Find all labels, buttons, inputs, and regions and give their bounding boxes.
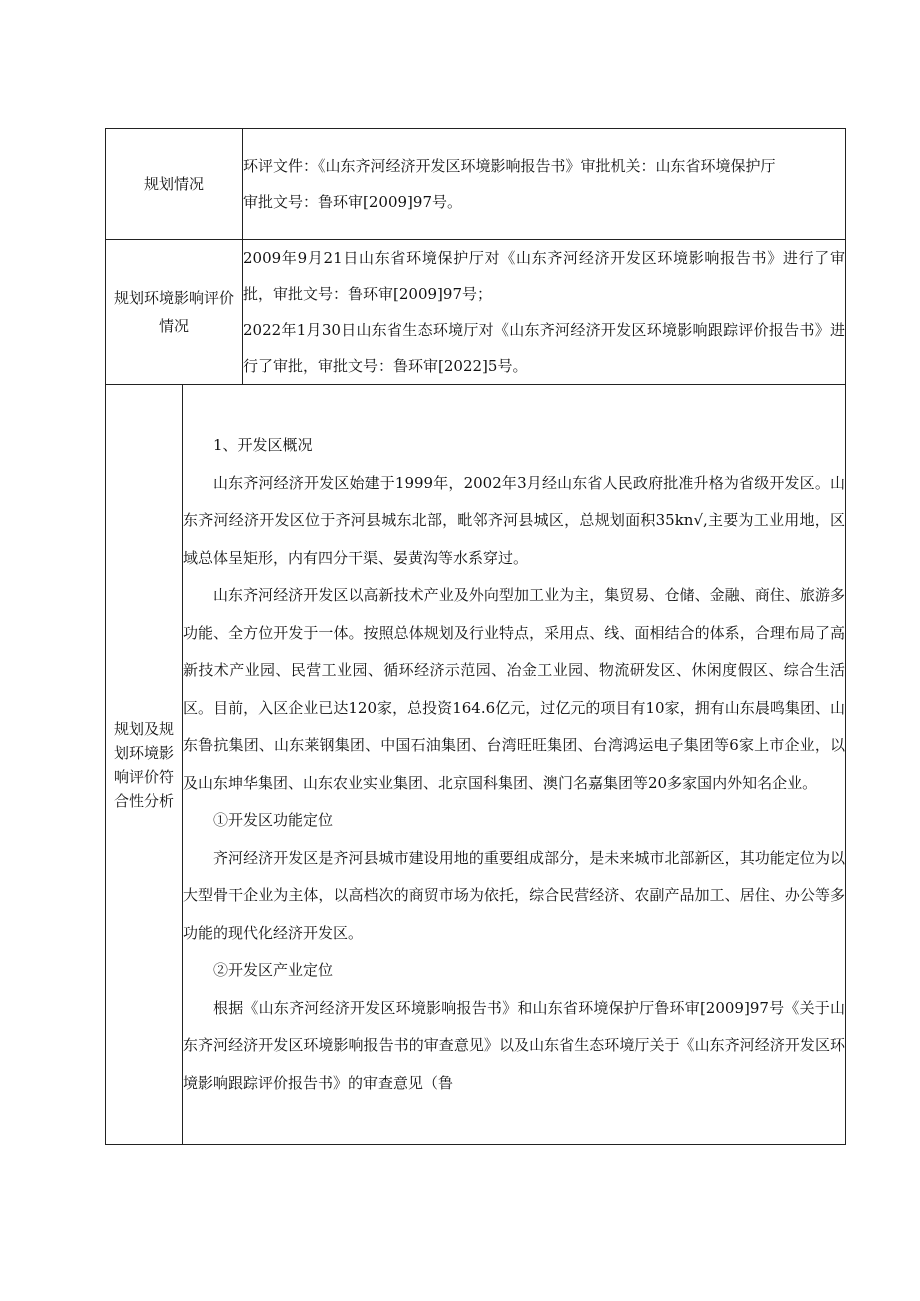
label-planning-eia-line-1: 规划环境影响评价 bbox=[114, 289, 235, 307]
planning-line-2: 审批文号：鲁环审[2009]97号。 bbox=[243, 193, 462, 211]
row-planning-eia bbox=[106, 240, 846, 385]
label-compliance-line-1: 规划及规 bbox=[113, 719, 174, 738]
section-heading-function: ①开发区功能定位 bbox=[213, 811, 334, 829]
content-compliance bbox=[183, 385, 846, 1145]
paragraph-industry-positioning: 根据《山东齐河经济开发区环境影响报告书》和山东省环境保护厅鲁环审[2009]97号《关于山东齐河经济开发区环境影响报告书的审查意见》以及山东省生态环境厅关于《山东齐河经济开发区环境影响跟踪评价报告书》的审查意见（鲁 bbox=[183, 998, 846, 1092]
section-heading-industry-positioning: ②开发区产业定位 bbox=[213, 961, 334, 979]
paragraph-industry: 山东齐河经济开发区以高新技术产业及外向型加工业为主，集贸易、仓储、金融、商住、旅游多功能、全方位开发于一体。按照总体规划及行业特点，采用点、线、面相结合的体系，合理布局了高新技术产业园、民营工业园、循环经济示范园、冶金工业园、物流研发区、休闲度假区、综合生活区。目前，入区企业已达120家，总投资164.6亿元，过亿元的项目有10家，拥有山东晨鸣集团、山东鲁抗集团、山东莱钢集团、中国石油集团、台湾旺旺集团、台湾鸿运电子集团等6家上市企业，以及山东坤华集团、山东农业实业集团、北京国科集团、澳门名嘉集团等20多家国内外知名企业。 bbox=[183, 586, 846, 792]
document-table bbox=[105, 128, 846, 1145]
row-planning bbox=[106, 129, 846, 240]
planning-line-1: 环评文件：《山东齐河经济开发区环境影响报告书》审批机关：山东省环境保护厅 bbox=[243, 157, 776, 175]
label-compliance-line-2: 划环境影 bbox=[113, 743, 174, 762]
paragraph-overview: 山东齐河经济开发区始建于1999年，2002年3月经山东省人民政府批准升格为省级开发区。山东齐河经济开发区位于齐河县城东北部，毗邻齐河县城区，总规划面积35kn√,主要为工业用地，区域总体呈矩形，内有四分干渠、晏黄沟等水系穿过。 bbox=[183, 473, 846, 567]
row-compliance bbox=[106, 385, 846, 1145]
label-planning-eia-line-2: 情况 bbox=[159, 317, 190, 335]
content-planning bbox=[243, 129, 846, 240]
section-heading-overview: 1、开发区概况 bbox=[213, 436, 313, 454]
planning-eia-line-1: 2009年9月21日山东省环境保护厅对《山东齐河经济开发区环境影响报告书》进行了审批，审批文号：鲁环审[2009]97号； bbox=[243, 249, 846, 303]
paragraph-function: 齐河经济开发区是齐河县城市建设用地的重要组成部分，是未来城市北部新区，其功能定位为以大型骨干企业为主体，以高档次的商贸市场为依托，综合民营经济、农副产品加工、居住、办公等多功能的现代化经济开发区。 bbox=[183, 848, 846, 942]
content-planning-eia bbox=[243, 240, 846, 385]
label-compliance-line-4: 合性分析 bbox=[113, 791, 174, 810]
label-planning-eia bbox=[106, 240, 243, 385]
label-planning: 规划情况 bbox=[106, 129, 243, 240]
planning-eia-line-2: 2022年1月30日山东省生态环境厅对《山东齐河经济开发区环境影响跟踪评价报告书》进行了审批，审批文号：鲁环审[2022]5号。 bbox=[243, 321, 846, 375]
label-compliance-line-3: 响评价符 bbox=[113, 767, 174, 786]
label-compliance bbox=[106, 385, 183, 1145]
